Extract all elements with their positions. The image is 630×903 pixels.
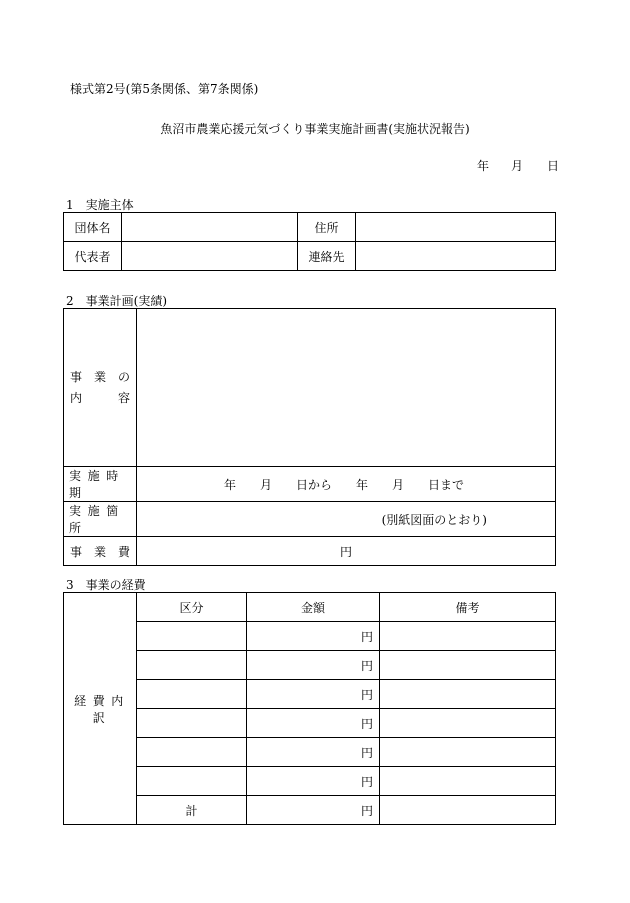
content-label-line2: 内 容 [70,390,131,405]
remarks-field[interactable] [380,680,556,709]
total-unit: 円 [360,803,373,818]
category-field[interactable] [137,651,247,680]
table-row [64,622,556,651]
col-amount: 金額 [247,593,380,622]
table-row [64,680,556,709]
amount-unit: 円 [360,774,373,789]
organizer-table [63,212,556,271]
amount-field[interactable] [247,622,380,651]
amount-field[interactable] [247,680,380,709]
col-category: 区分 [137,593,247,622]
address-label: 住所 [298,213,356,242]
section3-heading: 3 事業の経費 [66,578,146,592]
cost-unit: 円 [340,544,353,559]
period-label: 実施時期 [64,467,137,502]
form-number: 様式第2号(第5条関係、第7条関係) [70,82,259,96]
category-field[interactable] [137,622,247,651]
content-field[interactable] [137,309,556,467]
remarks-field[interactable] [380,738,556,767]
content-label-line1: 事 業 の [70,369,131,384]
amount-field[interactable] [247,651,380,680]
location-label: 実施箇所 [64,502,137,537]
col-remarks: 備考 [380,593,556,622]
content-label [64,309,137,467]
representative-field[interactable] [122,242,298,271]
cost-label: 事 業 費 [64,537,137,566]
expense-table [63,592,556,825]
org-name-field[interactable] [122,213,298,242]
category-field[interactable] [137,680,247,709]
cost-field[interactable] [137,537,556,566]
plan-table [63,308,556,566]
amount-unit: 円 [360,716,373,731]
total-remarks-field[interactable] [380,796,556,825]
remarks-field[interactable] [380,767,556,796]
date-month: 月 [511,159,524,173]
section2-heading: 2 事業計画(実績) [66,294,167,308]
total-row [64,796,556,825]
location-note: (別紙図面のとおり) [381,512,487,527]
remarks-field[interactable] [380,622,556,651]
period-field[interactable] [137,467,556,502]
category-field[interactable] [137,767,247,796]
amount-unit: 円 [360,687,373,702]
breakdown-label: 経費内訳 [64,593,137,825]
representative-label: 代表者 [64,242,122,271]
category-field[interactable] [137,738,247,767]
address-field[interactable] [356,213,556,242]
amount-unit: 円 [360,629,373,644]
amount-field[interactable] [247,767,380,796]
date-year: 年 [477,159,490,173]
table-row [64,651,556,680]
remarks-field[interactable] [380,709,556,738]
contact-field[interactable] [356,242,556,271]
amount-field[interactable] [247,709,380,738]
location-field[interactable] [137,502,556,537]
document-title: 魚沼市農業応援元気づくり事業実施計画書(実施状況報告) [160,122,470,136]
table-row [64,738,556,767]
amount-unit: 円 [360,658,373,673]
amount-field[interactable] [247,738,380,767]
total-label: 計 [137,796,247,825]
contact-label: 連絡先 [298,242,356,271]
category-field[interactable] [137,709,247,738]
period-value: 年 月 日から 年 月 日まで [224,477,465,492]
table-row [64,709,556,738]
table-row [64,767,556,796]
amount-unit: 円 [360,745,373,760]
section1-heading: 1 実施主体 [66,198,134,212]
date-day: 日 [547,159,560,173]
total-amount-field[interactable] [247,796,380,825]
remarks-field[interactable] [380,651,556,680]
org-name-label: 団体名 [64,213,122,242]
